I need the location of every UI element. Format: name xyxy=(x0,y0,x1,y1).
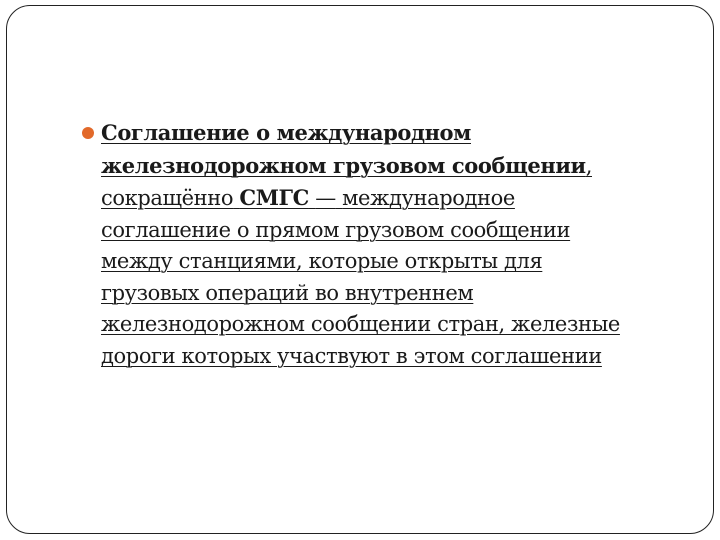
text-line-1 xyxy=(101,117,681,150)
text-line-2 xyxy=(101,150,681,183)
text-line-7: железнодорожном сообщении стран, железные xyxy=(101,312,620,336)
bullet-point-icon xyxy=(82,127,94,139)
text-line-6: грузовых операций во внутреннем xyxy=(101,280,474,305)
text-line-8: дороги которых участвуют в этом соглашении xyxy=(101,343,602,368)
text-line-5: между станциями, которые открыты для xyxy=(101,249,543,273)
text-line-4: соглашение о прямом грузовом сообщении xyxy=(101,217,571,242)
term-name-part-1: Соглашение о международном xyxy=(101,120,471,145)
dash: — xyxy=(315,186,336,210)
definition-start: международное xyxy=(342,186,515,210)
abbreviation-prefix: сокращённо xyxy=(101,186,234,210)
paragraph-text xyxy=(101,117,681,372)
comma: , xyxy=(585,153,592,178)
text-line-3 xyxy=(101,182,681,215)
abbreviation: СМГС xyxy=(239,185,309,210)
term-name-part-2: железнодорожном грузовом сообщении xyxy=(101,152,586,178)
